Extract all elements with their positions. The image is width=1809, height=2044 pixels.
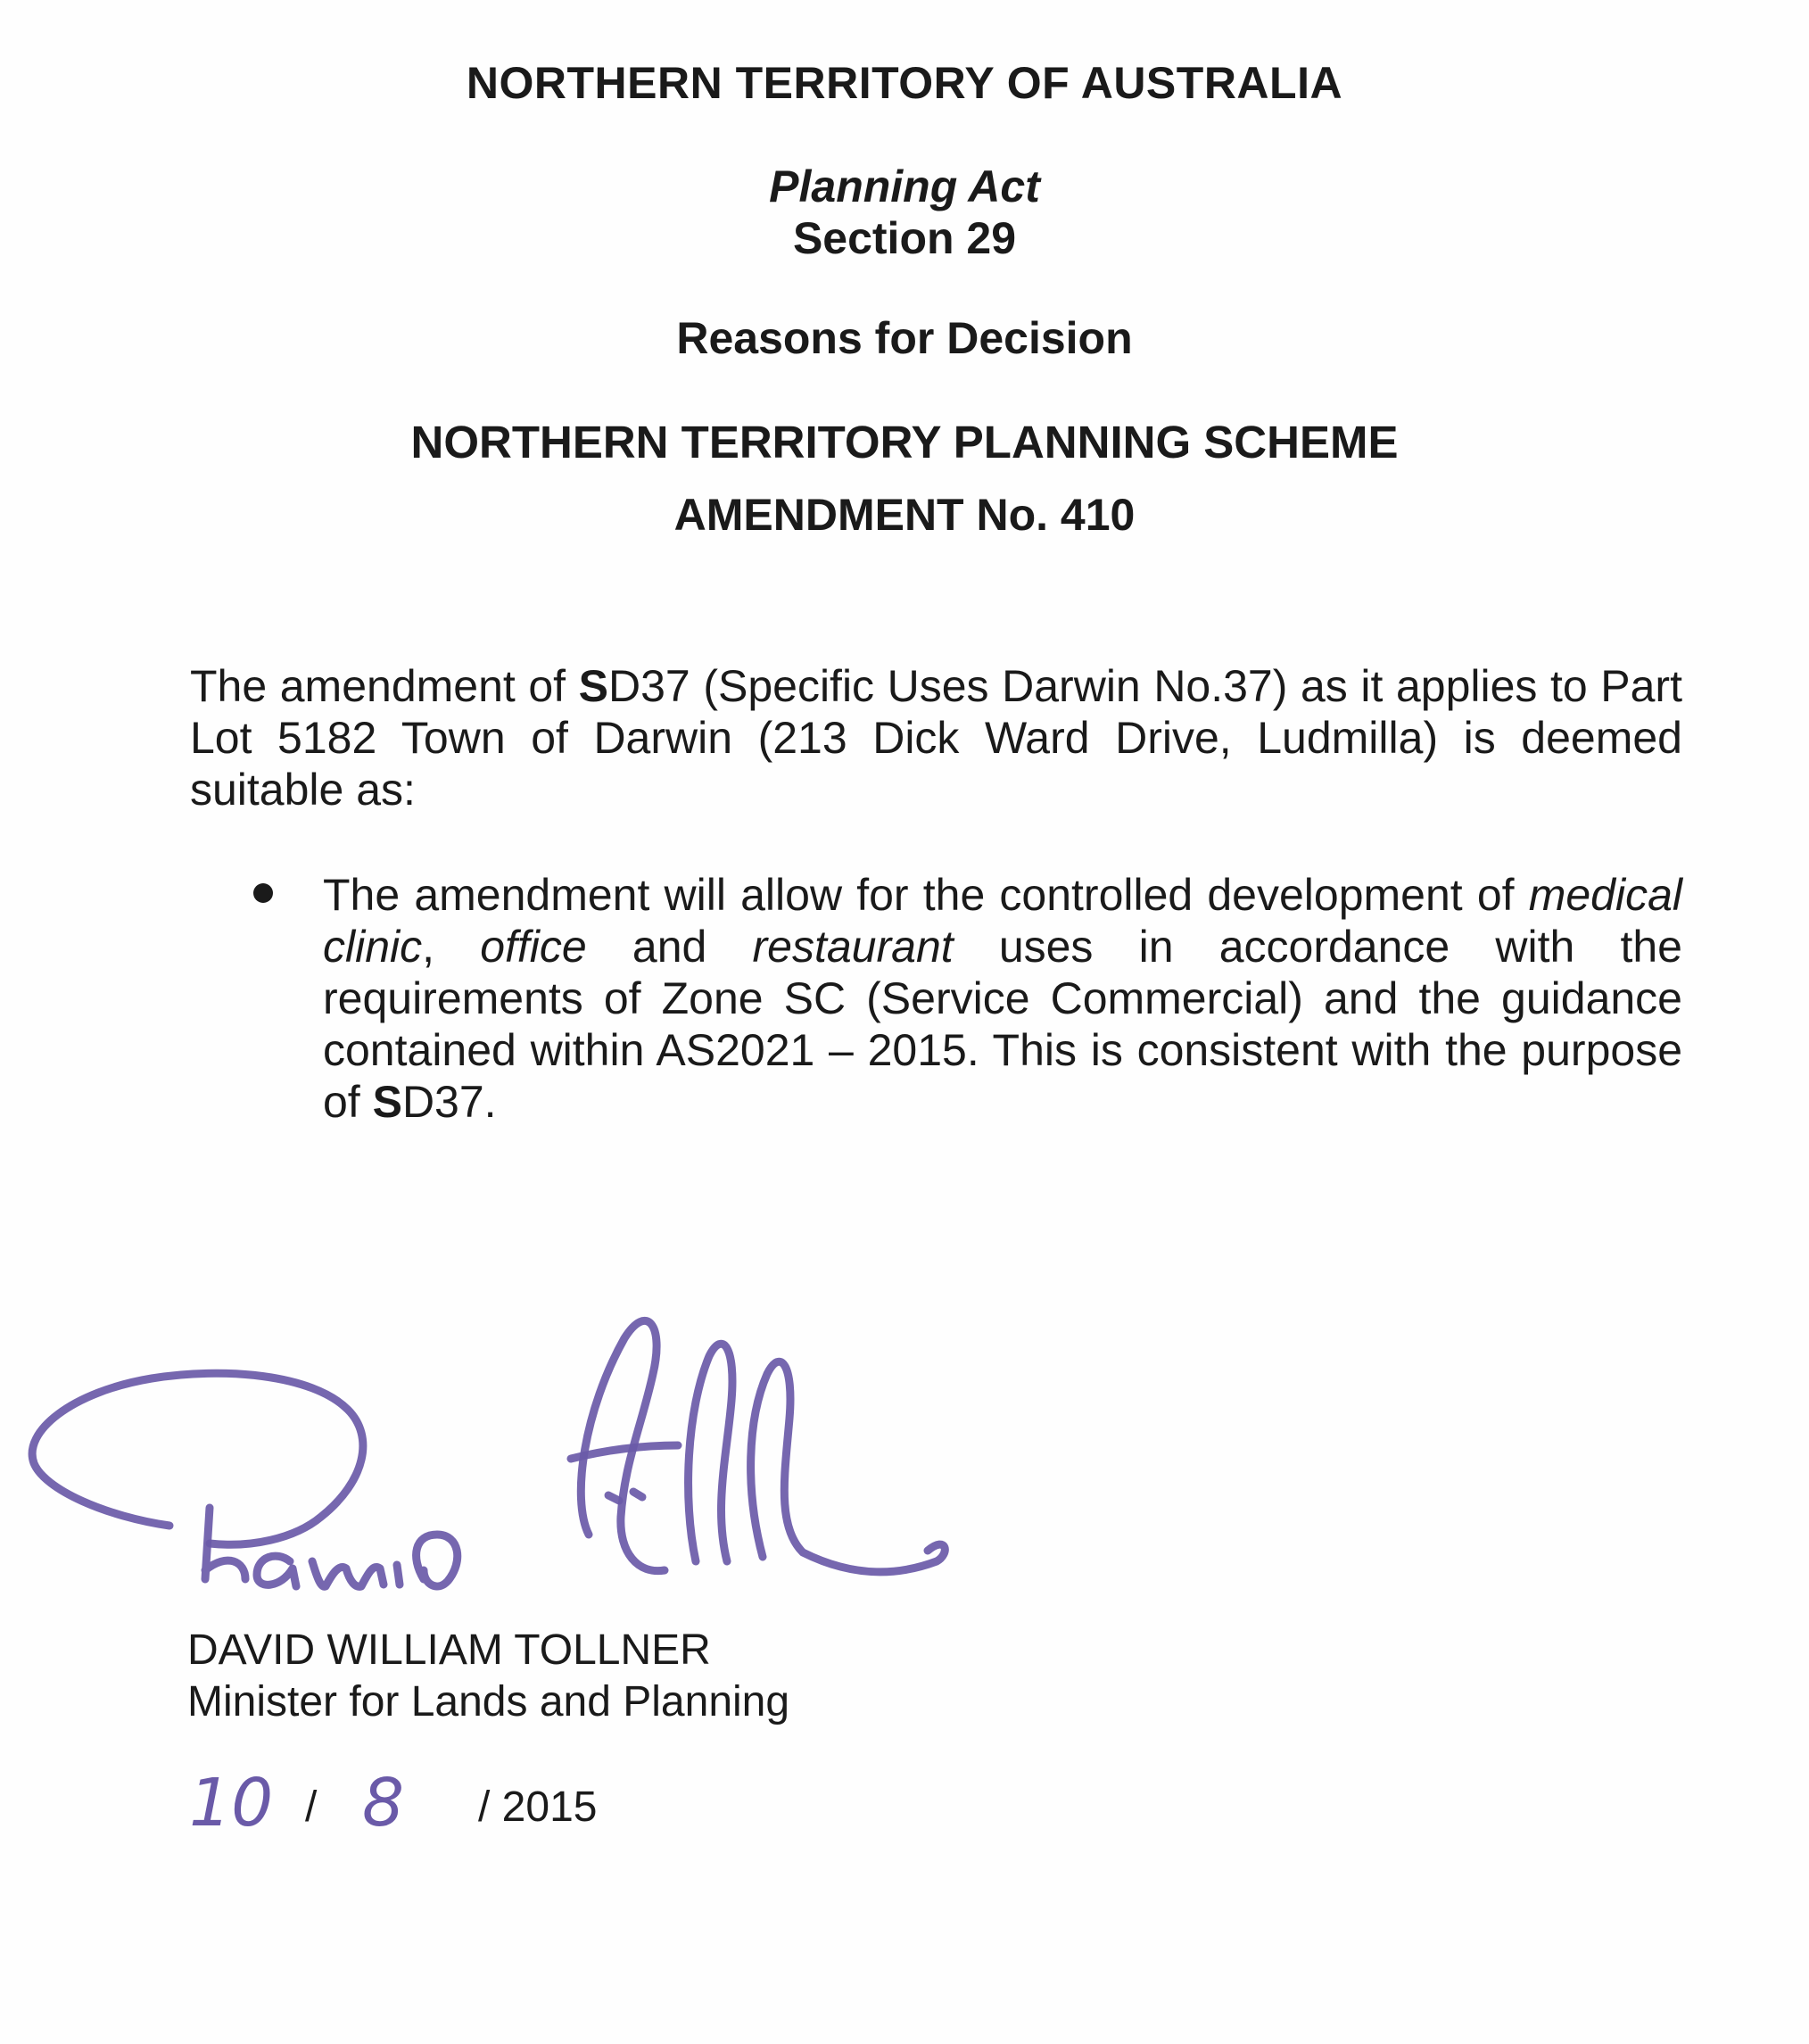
- bullet-text-4: uses in accordance with the requirements of Zone SC (Service Commercial) and the guidance contained within AS2021 – 2015. This is consistent with the purpose of: [323, 922, 1682, 1127]
- intro-code-prefix: S: [578, 661, 609, 711]
- intro-text-2: D37 (Specific Uses Darwin No.37) as it applies to Part Lot 5182 Town of Darwin (213 Dick Ward Drive, Ludmilla) is deemed suitable as:: [190, 661, 1682, 815]
- bullet-icon: [253, 883, 273, 903]
- amendment-number: AMENDMENT No. 410: [673, 490, 1136, 540]
- use-medical-clinic: medical clinic: [323, 870, 1682, 972]
- use-restaurant: restaurant: [752, 922, 954, 972]
- section-label: Section 29: [792, 213, 1017, 263]
- use-office: office: [480, 922, 587, 972]
- bullet-text-3: and: [586, 922, 753, 972]
- reasons-heading: Reasons for Decision: [676, 313, 1133, 363]
- intro-paragraph: [190, 660, 1682, 815]
- date-separator: /: [305, 1783, 318, 1831]
- date-day-handwritten: 10: [189, 1765, 274, 1841]
- bullet-text-2: ,: [422, 922, 481, 972]
- signatory-name: DAVID WILLIAM TOLLNER: [187, 1626, 711, 1674]
- bullet-item: [323, 869, 1682, 1128]
- handwritten-signature: [18, 1267, 963, 1642]
- bullet-text-1: The amendment will allow for the controlled development of: [323, 870, 1529, 920]
- jurisdiction-heading: NORTHERN TERRITORY OF AUSTRALIA: [466, 58, 1343, 108]
- act-name: Planning Act: [769, 161, 1040, 211]
- bullet-code-prefix: S: [372, 1077, 402, 1127]
- scheme-title: NORTHERN TERRITORY PLANNING SCHEME: [410, 417, 1399, 468]
- intro-text-1: The amendment of: [190, 661, 579, 711]
- date-month-handwritten: 8: [362, 1765, 405, 1841]
- bullet-text-5: D37.: [401, 1077, 497, 1127]
- date-year: / 2015: [478, 1783, 598, 1831]
- signatory-title: Minister for Lands and Planning: [187, 1678, 790, 1725]
